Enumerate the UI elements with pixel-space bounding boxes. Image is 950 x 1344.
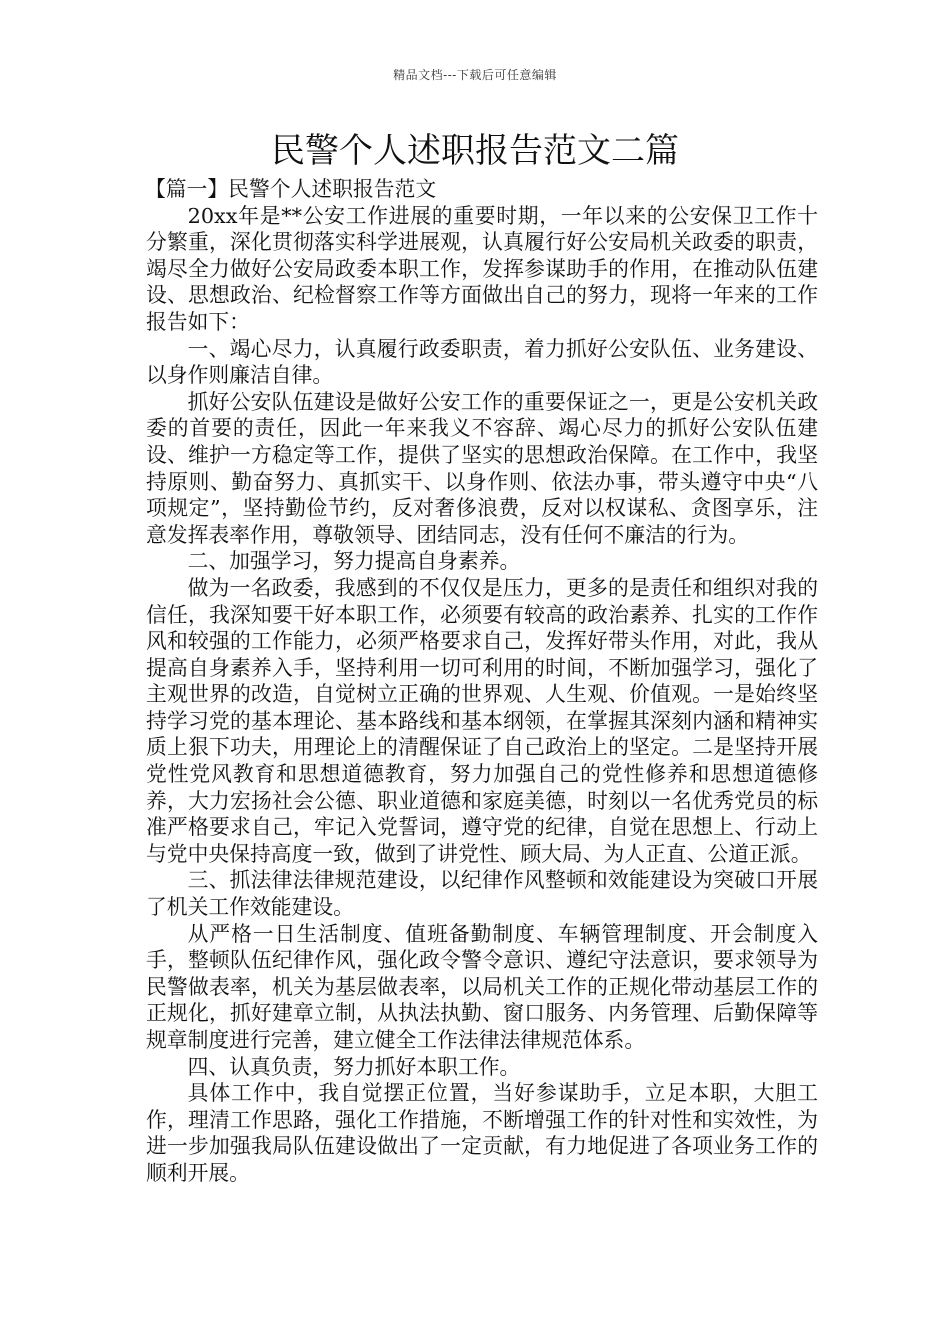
paragraph-point-3-body: 从严格一日生活制度、值班备勤制度、车辆管理制度、开会制度入手，整顿队伍纪律作风，强化政令警令意识、遵纪守法意识，要求领导为民警做表率，机关为基层做表率，以局机关工作的正规化带动基层工作的正规化，抓好建章立制，从执法执勤、窗口服务、内务管理、后勤保障等规章制度进行完善，建立健全工作法律法律规范体系。 <box>146 921 818 1052</box>
paragraph-point-4-heading: 四、认真负责，努力抓好本职工作。 <box>187 1054 521 1079</box>
paragraph-intro: 20xx年是**公安工作进展的重要时期，一年以来的公安保卫工作十分繁重，深化贯彻落实科学进展观，认真履行好公安局机关政委的职责，竭尽全力做好公安局政委本职工作，发挥参谋助手的作用，在推动队伍建设、思想政治、纪检督察工作等方面做出自己的努力，现将一年来的工作报告如下： <box>146 203 818 334</box>
paragraph-point-2-heading: 二、加强学习，努力提高自身素养。 <box>187 549 521 574</box>
paragraph-point-3-heading: 三、抓法律法律规范建设，以纪律作风整顿和效能建设为突破口开展了机关工作效能建设。 <box>146 868 818 920</box>
paragraph-point-2-body: 做为一名政委，我感到的不仅仅是压力，更多的是责任和组织对我的信任，我深知要干好本职工作，必须要有较高的政治素养、扎实的工作作风和较强的工作能力，必须严格要求自己，发挥好带头作用，对此，我从提高自身素养入手，坚持利用一切可利用的时间，不断加强学习，强化了主观世界的改造，自觉树立正确的世界观、人生观、价值观。一是始终坚持学习党的基本理论、基本路线和基本纲领，在掌握其深刻内涵和精神实质上狠下功夫，用理论上的清醒保证了自己政治上的坚定。二是坚持开展党性党风教育和思想道德教育，努力加强自己的党性修养和思想道德修养，大力宏扬社会公德、职业道德和家庭美德，时刻以一名优秀党员的标准严格要求自己，牢记入党誓词，遵守党的纪律，自觉在思想上、行动上与党中央保持高度一致，做到了讲党性、顾大局、为人正直、公道正派。 <box>146 575 818 866</box>
paragraph-point-1-heading: 一、竭心尽力，认真履行政委职责，着力抓好公安队伍、业务建设、以身作则廉洁自律。 <box>146 336 818 388</box>
document-body <box>146 176 818 1187</box>
header-note: 精品文档---下载后可任意编辑 <box>393 68 557 82</box>
document-title: 民警个人述职报告范文二篇 <box>271 131 679 171</box>
paragraph-point-4-body: 具体工作中，我自觉摆正位置，当好参谋助手，立足本职，大胆工作，理清工作思路，强化工作措施，不断增强工作的针对性和实效性，为进一步加强我局队伍建设做出了一定贡献，有力地促进了各项业务工作的顺利开展。 <box>146 1081 818 1185</box>
section-heading: 【篇一】民警个人述职报告范文 <box>145 177 437 201</box>
paragraph-point-1-body: 抓好公安队伍建设是做好公安工作的重要保证之一，更是公安机关政委的首要的责任，因此一年来我义不容辞、竭心尽力的抓好公安队伍建设、维护一方稳定等工作，提供了坚实的思想政治保障。在工作中，我坚持原则、勤奋努力、真抓实干、以身作则、依法办事，带头遵守中央“八项规定”，坚持勤俭节约，反对奢侈浪费，反对以权谋私、贪图享乐，注意发挥表率作用，尊敬领导、团结同志，没有任何不廉洁的行为。 <box>146 389 818 547</box>
